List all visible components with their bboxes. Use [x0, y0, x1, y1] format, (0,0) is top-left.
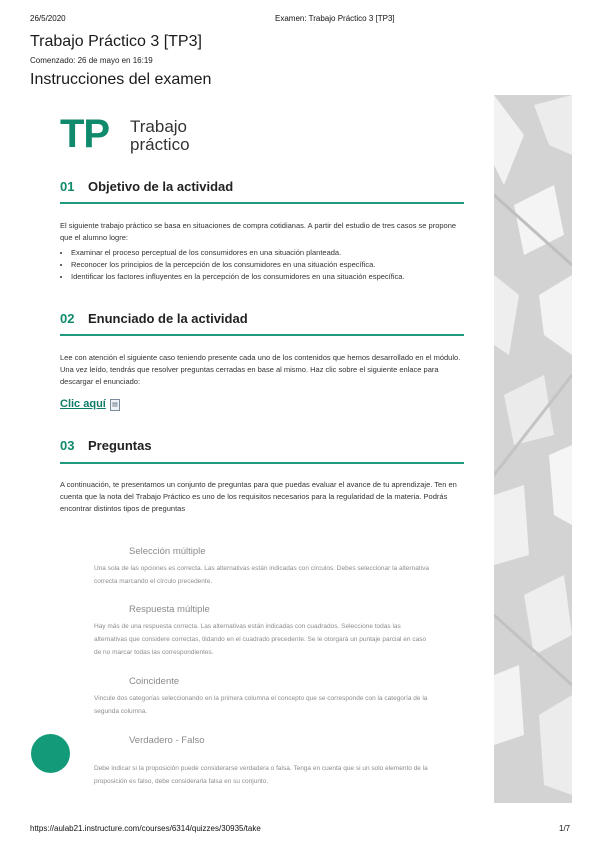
print-footer-url: https://aulab21.instructure.com/courses/6314/quizzes/30935/take	[30, 824, 261, 833]
quiz-title: Trabajo Práctico 3 [TP3]	[30, 33, 202, 50]
download-statement-link[interactable]: Clic aquí	[60, 398, 106, 410]
section-divider	[60, 462, 464, 464]
list-item: • Reconocer los principios de la percepción de los consumidores en una situación específica.	[71, 259, 468, 271]
question-type-desc: Una sola de las opciones es correcta. Las alternativas están indicadas con círculos. Debes seleccionar la alternativa correcta marcando el círculo precedente.	[94, 565, 429, 585]
started-at: Comenzado: 26 de mayo en 16:19	[30, 56, 153, 65]
decorative-circle	[31, 734, 70, 773]
tp-logo-word-1: Trabajo	[130, 117, 188, 136]
section-divider	[60, 334, 464, 336]
list-item: • Identificar los factores influyentes en la percepción de los consumidores en una situación específica.	[71, 271, 468, 283]
section-title: Preguntas	[88, 438, 152, 453]
question-type-desc: Vincule dos categorías seleccionando en la primera columna el concepto que se corresponde con la categoría de la segunda columna.	[94, 695, 428, 715]
section-number: 02	[60, 311, 75, 326]
tp-logo-word-2: práctico	[130, 135, 190, 154]
question-type-title: Respuesta múltiple	[129, 604, 210, 615]
section-text: El siguiente trabajo práctico se basa en situaciones de compra cotidianas. A partir del estudio de tres casos se propone que el alumno logre:	[60, 221, 457, 242]
question-type-title: Coincidente	[129, 676, 180, 687]
page-number: 1/7	[559, 824, 571, 833]
section-divider	[60, 202, 464, 204]
question-type-title: Verdadero - Falso	[129, 735, 205, 746]
section-title: Enunciado de la actividad	[88, 311, 248, 326]
decorative-side-image	[494, 95, 572, 803]
document-icon[interactable]: ▤	[110, 399, 120, 411]
question-type-title: Selección múltiple	[129, 546, 206, 557]
list-item: • Examinar el proceso perceptual de los consumidores en una situación planteada.	[71, 247, 468, 259]
section-number: 01	[60, 179, 75, 194]
instructions-heading: Instrucciones del examen	[30, 71, 212, 88]
objective-list	[60, 247, 468, 283]
section-body	[60, 220, 468, 283]
tp-logo-mark: TP	[60, 112, 110, 156]
print-date: 26/5/2020	[30, 14, 66, 23]
section-text: Lee con atención el siguiente caso teniendo presente cada uno de los contenidos que hemos desarrollado en el módulo. Una vez leído, tendrás que resolver preguntas cerradas en base al mismo. Haz clic sobre el siguiente enlace para descargar el enunciado:	[60, 353, 461, 386]
section-number: 03	[60, 438, 75, 453]
question-type-desc: Hay más de una respuesta correcta. Las alternativas están indicadas con cuadrados. Seleccione todas las alternativas que considere correctas, tildando en el cuadrado precedente. Se le otorgará un puntaje parcial en caso de no marcar todas las correspondientes.	[94, 623, 427, 656]
section-text: A continuación, te presentamos un conjunto de preguntas para que puedas evaluar el avance de tu aprendizaje. Ten en cuenta que la nota del Trabajo Práctico es uno de los requisitos necesarios para la regularidad de la materia. Podrás encontrar distintos tipos de preguntas	[60, 480, 457, 513]
section-title: Objetivo de la actividad	[88, 179, 234, 194]
question-type-desc: Debe indicar si la proposición puede considerarse verdadera o falsa. Tenga en cuenta que si un solo elemento de la proposición es falso, debe considerarla falsa en su conjunto.	[94, 765, 428, 785]
print-header-title: Examen: Trabajo Práctico 3 [TP3]	[275, 14, 395, 23]
